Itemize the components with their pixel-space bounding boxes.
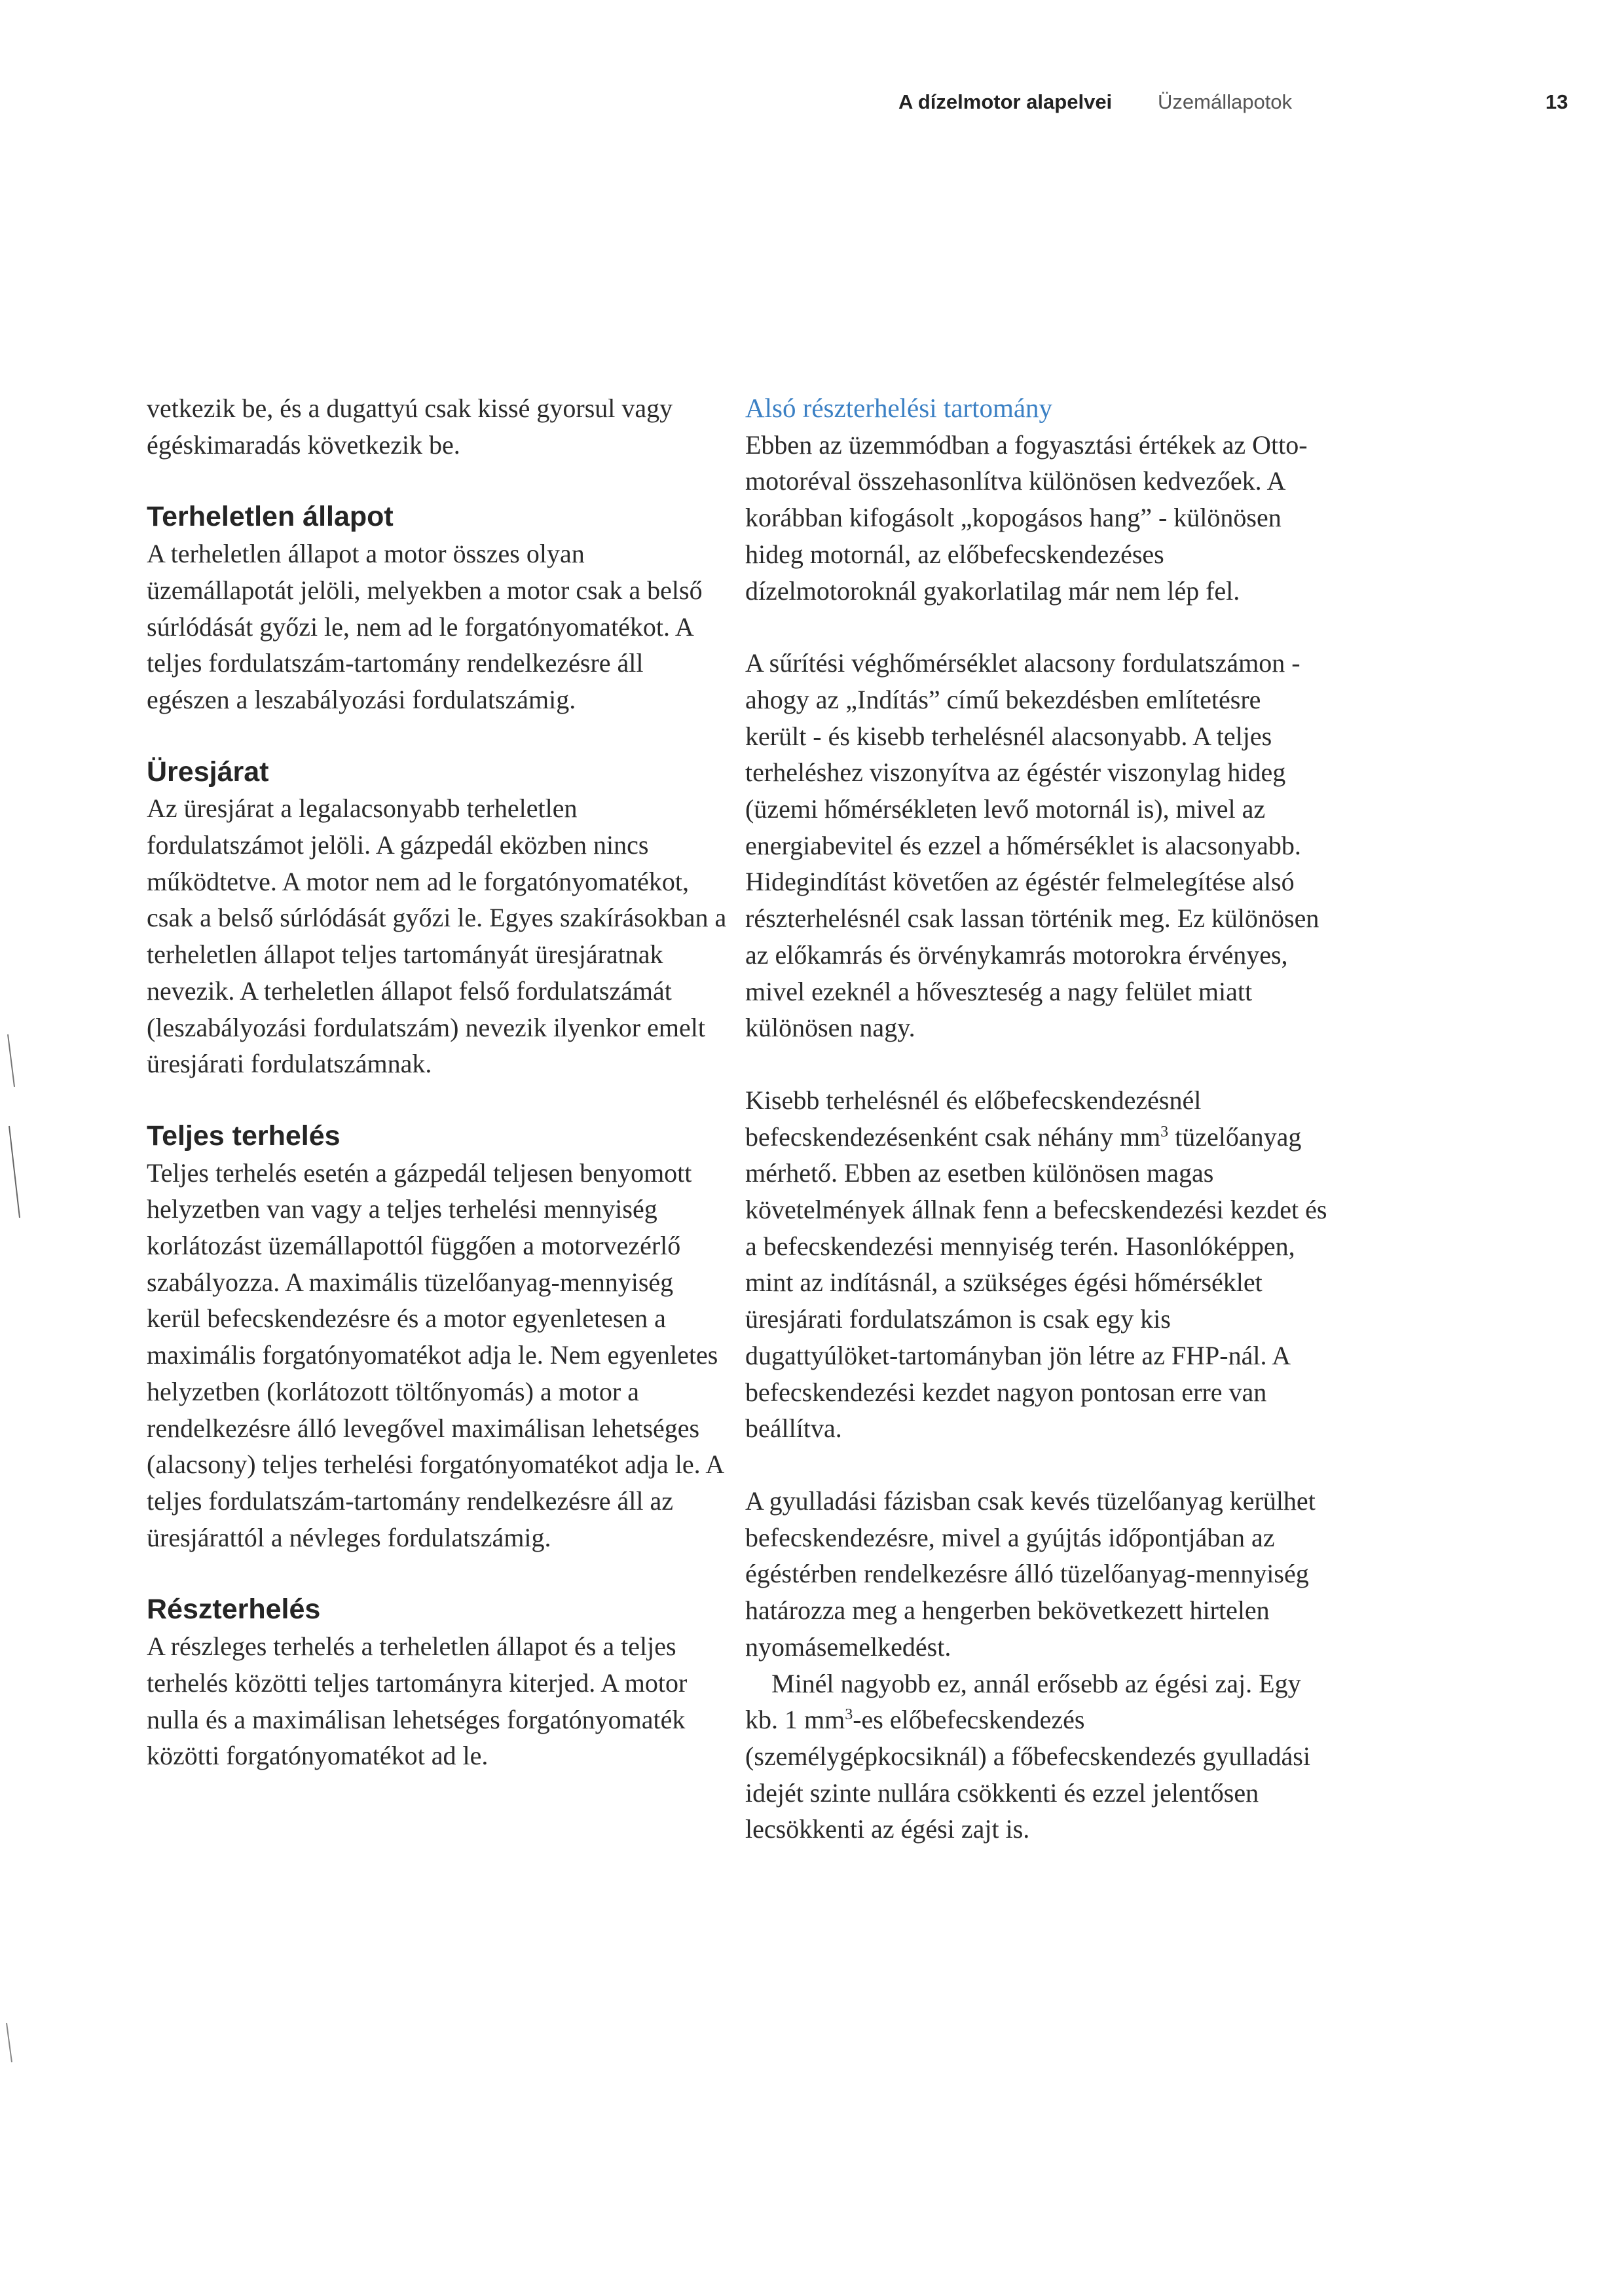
right-paragraph-5 — [745, 1666, 1328, 1848]
para5-part-1: Minél nagyobb ez, annál erősebb az égési zaj. Egy kb. 1 mm — [745, 1668, 1301, 1735]
scan-margin-marks — [0, 0, 39, 2296]
right-column — [745, 390, 1328, 1848]
cubic-superscript: 3 — [1160, 1123, 1169, 1140]
para3-part-1: Kisebb terhelésnél és előbefecskendezésnél befecskendezésenként csak néhány mm — [745, 1085, 1202, 1152]
header-chapter-title: A dízelmotor alapelvei — [898, 90, 1113, 113]
text-uresjarat: Az üresjárat a legalacsonyabb terheletlen fordulatszámot jelöli. A gázpedál eközben nincs működtetve. A motor nem ad le forgatónyomatékot, csak a belső súrlódását győzi le. Egyes szakírásokban a terheletlen állapot teljes tartományát üresjáratnak nevezik. A terheletlen állapot felső fordulatszámát (leszabályozási fordulatszám) nevezik ilyenkor emelt üresjárati fordulatszámnak. — [147, 793, 727, 1079]
right-paragraph-4: A gyulladási fázisban csak kevés tüzelőanyag kerülhet befecskendezésre, mivel a gyújtás időpontjában az égéstérben rendelkezésre álló tüzelőanyag-mennyiség határozza meg a hengerben bekövetkezett hirtelen nyomásemelkedést. — [745, 1485, 1316, 1662]
heading-terheletlen-allapot: Terheletlen állapot — [147, 501, 394, 533]
heading-uresjarat: Üresjárat — [147, 756, 269, 788]
para3-part-2: tüzelőanyag mérhető. Ebben az esetben különösen magas követelmények állnak fenn a befecskendezési kezdet és a befecskendezési mennyiség terén. Hasonlóképpen, mint az indításnál, a szükséges égési hőmérséklet üresjárati fordulatszámon is csak egy kis dugattyúlöket-tartományban jön létre az FHP-nál. A befecskendezési kezdet nagyon pontosan erre van beállítva. — [745, 1121, 1327, 1444]
text-teljes-terheles: Teljes terhelés esetén a gázpedál teljesen benyomott helyzetben van vagy a teljes terhelési mennyiség korlátozást üzemállapottól függően a motorvezérlő szabályozza. A maximális tüzelőanyag-mennyiség kerül befecskendezésre és a motor egyenletesen a maximális forgatónyomatékot adja le. Nem egyenletes helyzetben (korlátozott töltőnyomás) a motor a rendelkezésre álló levegővel maximálisan lehetséges (alacsony) teljes terhelési forgatónyomatékot adja le. A teljes fordulatszám-tartomány rendelkezésre áll az üresjárattól a névleges fordulatszámig. — [147, 1157, 724, 1552]
text-reszterheles: A részleges terhelés a terheletlen állapot és a teljes terhelés közötti teljes tartományra kiterjed. A motor nulla és a maximálisan lehetséges forgatónyomaték közötti forgatónyomatékot ad le. — [147, 1631, 688, 1771]
right-paragraph-1: Ebben az üzemmódban a fogyasztási értékek az Otto-motoréval összehasonlítva különösen kedvezőek. A korábban kifogásolt „kopogásos hang” - különösen hideg motornál, az előbefecskendezéses dízelmotoroknál gyakorlatilag már nem lép fel. — [745, 429, 1308, 606]
header-section-title: Üzemállapotok — [1158, 90, 1293, 113]
subheading-also-reszterhelesi-tartomany: Alsó részterhelési tartomány — [745, 393, 1053, 423]
heading-reszterheles: Részterhelés — [147, 1594, 321, 1626]
left-column — [147, 390, 729, 1774]
left-intro-text: vetkezik be, és a dugattyú csak kissé gyorsul vagy égéskimaradás következik be. — [147, 393, 673, 460]
running-header — [0, 90, 1624, 123]
text-terheletlen-allapot: A terheletlen állapot a motor összes olyan üzemállapotát jelöli, melyekben a motor csak a belső súrlódását győzi le, nem ad le forgatónyomatékot. A teljes fordulatszám-tartomány rendelkezésre áll egészen a leszabályozási fordulatszámig. — [147, 539, 703, 714]
right-paragraph-3 — [745, 1082, 1328, 1447]
heading-teljes-terheles: Teljes terhelés — [147, 1120, 341, 1152]
right-paragraph-2: A sűrítési véghőmérséklet alacsony fordulatszámon - ahogy az „Indítás” című bekezdésben említetésre került - és kisebb terhelésnél alacsonyabb. A teljes terheléshez viszonyítva az égéstér viszonylag hideg (üzemi hőmérsékleten levő motornál is), mivel az energiabevitel és ezzel a hőmérséklet is alacsonyabb. Hidegindítást követően az égéstér felmelegítése alsó részterhelésnél csak lassan történik meg. Ez különösen az előkamrás és örvénykamrás motorokra érvényes, mivel ezeknél a hőveszteség a nagy felület miatt különösen nagy. — [745, 648, 1320, 1043]
cubic-superscript: 3 — [845, 1706, 853, 1724]
page-number: 13 — [1545, 90, 1568, 113]
para5-part-2: -es előbefecskendezés (személygépkocsiknál) a főbefecskendezés gyulladási idejét szinte nullára csökkenti és ezzel jelentősen lecsökkenti az égési zajt is. — [745, 1705, 1310, 1844]
